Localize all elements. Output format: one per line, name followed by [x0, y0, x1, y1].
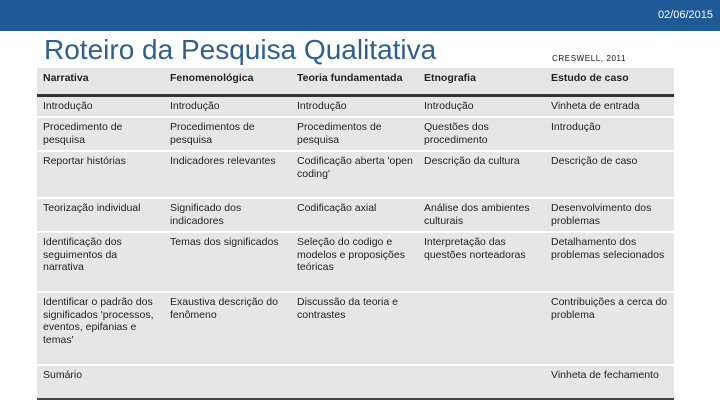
column-header: Fenomenológica	[170, 72, 254, 84]
table-row	[37, 232, 674, 292]
table-row	[37, 117, 674, 151]
table-row	[37, 292, 674, 365]
table-cell: Teorização individual	[43, 202, 141, 214]
table-cell: Descrição da cultura	[424, 155, 520, 167]
table-cell: Contribuições a cerca do problema	[551, 296, 668, 321]
table-row	[37, 198, 674, 232]
table-cell: Temas dos significados	[170, 236, 279, 248]
table-cell: Detalhamento dos problemas selecionados	[551, 236, 665, 261]
table-cell	[418, 365, 545, 398]
table-cell: Introdução	[424, 100, 474, 112]
slide-title: Roteiro da Pesquisa Qualitativa	[44, 34, 437, 65]
column-header: Narrativa	[43, 72, 89, 84]
table-cell: Desenvolvimento dos problemas	[551, 202, 652, 227]
table-cell	[418, 292, 545, 365]
table-bottom-rule	[37, 398, 674, 400]
table-cell: Identificação dos seguimentos da narrativa	[43, 236, 122, 273]
table-cell: Questões dos procedimento	[424, 121, 489, 146]
table-cell: Sumário	[43, 369, 83, 381]
table-cell: Exaustiva descrição do fenômeno	[170, 296, 278, 321]
table-cell: Discussão da teoria e contrastes	[297, 296, 398, 321]
comparison-table	[37, 68, 674, 398]
table-cell	[291, 365, 418, 398]
table-cell: Indicadores relevantes	[170, 155, 276, 167]
table-cell: Procedimento de pesquisa	[43, 121, 123, 146]
citation: CRESWELL, 2011	[552, 54, 627, 63]
table-cell: Interpretação das questões norteadoras	[424, 236, 526, 261]
table-row	[37, 151, 674, 198]
table-cell: Seleção do codigo e modelos e proposições teóricas	[297, 236, 405, 273]
table-cell: Introdução	[43, 100, 93, 112]
table-cell: Significado dos indicadores	[170, 202, 242, 227]
table-cell: Vinheta de fechamento	[551, 369, 659, 381]
table-row	[37, 96, 674, 118]
table-cell	[164, 365, 291, 398]
top-bar	[0, 0, 720, 31]
table-cell: Análise dos ambientes culturais	[424, 202, 530, 227]
table-row	[37, 365, 674, 398]
table-header-row	[37, 68, 674, 96]
table-cell: Descrição de caso	[551, 155, 638, 167]
table-cell: Introdução	[170, 100, 220, 112]
table-cell: Procedimentos de pesquisa	[297, 121, 382, 146]
table-cell: Introdução	[551, 121, 601, 133]
table-cell: Procedimentos de pesquisa	[170, 121, 255, 146]
column-header: Teoria fundamentada	[297, 72, 403, 84]
comparison-table-container	[37, 68, 674, 399]
table-cell: Introdução	[297, 100, 347, 112]
table-cell: Codificação aberta 'open coding'	[297, 155, 413, 180]
table-cell: Reportar histórias	[43, 155, 126, 167]
column-header: Etnografia	[424, 72, 476, 84]
column-header: Estudo de caso	[551, 72, 629, 84]
table-cell: Vinheta de entrada	[551, 100, 640, 112]
slide-date: 02/06/2015	[657, 9, 713, 21]
table-cell: Identificar o padrão dos significados 'processos, eventos, epifanias e temas'	[43, 296, 154, 346]
table-cell: Codificação axial	[297, 202, 377, 214]
